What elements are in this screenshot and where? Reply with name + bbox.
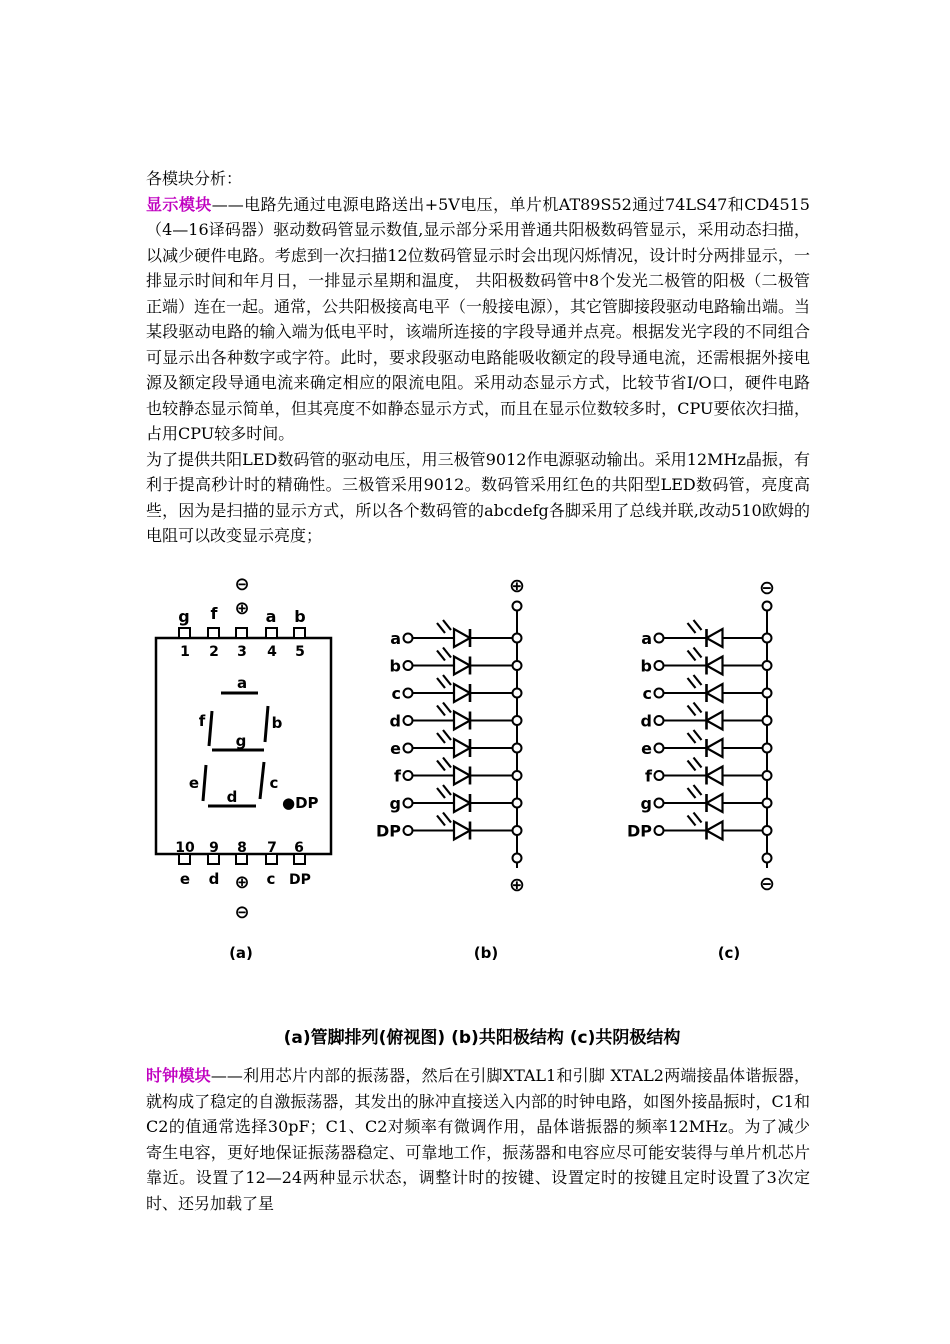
anode-row-g [390, 785, 522, 813]
anode-row-a [390, 620, 521, 648]
cathode-input-terminal [655, 689, 664, 698]
cathode-row-b [641, 648, 772, 676]
anode-row-d [390, 703, 522, 731]
segment-label-g: g [235, 732, 247, 750]
anode-row-label-b: b [389, 656, 401, 676]
anode-bus-node [513, 689, 522, 698]
anode-input-terminal [404, 716, 413, 725]
cathode-led-symbol [707, 767, 723, 785]
cathode-light-rays [688, 813, 702, 826]
cathode-light-rays [688, 648, 702, 661]
led-diagram [146, 566, 810, 1052]
anode-led-symbol [454, 712, 470, 730]
cathode-input-terminal [655, 799, 664, 808]
pin-label-bottom-9: d [208, 870, 220, 888]
anode-plus-top: ⊕ [509, 575, 525, 597]
display-module-title: 显示模块 [146, 194, 212, 214]
cathode-minus-bottom: ⊖ [759, 873, 775, 895]
led-figure [146, 566, 810, 1052]
anode-row-label-a: a [390, 629, 401, 648]
cathode-row-label-DP: DP [626, 821, 652, 841]
cathode-light-rays [688, 730, 702, 743]
pin-num-2: 2 [209, 644, 219, 660]
cathode-row-DP [627, 813, 772, 841]
common-anode-diagram [376, 575, 525, 962]
cathode-led-symbol [707, 657, 723, 675]
anode-row-e [390, 730, 521, 758]
pin-label-bottom-8: ⊕ [234, 872, 250, 893]
pin-label-top-2: f [210, 604, 218, 623]
bottom-minus-symbol: ⊖ [234, 902, 250, 923]
anode-light-rays [437, 703, 451, 716]
cathode-light-rays [688, 703, 702, 716]
anode-row-label-f: f [394, 766, 401, 786]
cathode-bus-node [763, 826, 772, 835]
pin-num-1: 1 [180, 644, 190, 660]
clock-section [146, 1063, 810, 1216]
cathode-bus-end-node [763, 854, 772, 863]
anode-input-terminal [404, 771, 413, 780]
anode-light-rays [437, 620, 451, 633]
anode-input-terminal [404, 799, 413, 808]
cathode-light-rays [688, 675, 702, 688]
cathode-led-symbol [707, 822, 723, 840]
anode-row-b [390, 648, 522, 676]
anode-row-label-c: c [391, 684, 401, 703]
cathode-bus-node [763, 771, 772, 780]
cathode-row-c [643, 675, 772, 703]
pin-label-bottom-7: c [266, 870, 276, 888]
anode-row-label-e: e [390, 739, 401, 758]
cathode-bus-node [763, 661, 772, 670]
anode-light-rays [437, 648, 451, 661]
anode-row-label-DP: DP [375, 821, 401, 841]
pin-label-bottom-6: DP [289, 872, 311, 888]
cathode-row-f [645, 758, 771, 786]
segment-label-a: a [236, 674, 248, 692]
segment-label-e: e [188, 774, 200, 792]
cathode-input-terminal [655, 634, 664, 643]
anode-input-terminal [404, 689, 413, 698]
anode-bus-node [513, 744, 522, 753]
anode-bus-end-node [513, 854, 522, 863]
anode-bus-node [513, 771, 522, 780]
pin-num-9: 9 [209, 840, 219, 856]
anode-led-symbol [454, 684, 470, 702]
cathode-bus-node [763, 744, 772, 753]
cathode-led-symbol [707, 684, 723, 702]
clock-module-dash: —— [210, 1066, 243, 1085]
cathode-input-terminal [655, 716, 664, 725]
cathode-bus-node [763, 634, 772, 643]
seven-seg-package [156, 574, 331, 962]
dp-label: ●DP [282, 794, 319, 812]
anode-light-rays [437, 785, 451, 798]
pin-label-top-4: a [265, 607, 277, 626]
segment-label-b: b [271, 714, 283, 732]
cathode-row-a [641, 620, 771, 648]
anode-row-c [392, 675, 522, 703]
section-heading: 各模块分析： [146, 169, 243, 188]
anode-bus-node [513, 826, 522, 835]
anode-row-f [394, 758, 521, 786]
cathode-led-symbol [707, 712, 723, 730]
anode-led-symbol [454, 767, 470, 785]
anode-bus-top-node [513, 602, 522, 611]
segment-label-c: c [269, 774, 279, 792]
cathode-led-symbol [707, 739, 723, 757]
cathode-minus-top: ⊖ [759, 577, 775, 599]
pin-label-bottom-10: e [179, 870, 191, 888]
anode-light-rays [437, 675, 451, 688]
pin-num-5: 5 [295, 644, 305, 660]
anode-input-terminal [404, 826, 413, 835]
cathode-input-terminal [655, 661, 664, 670]
anode-bus-node [513, 799, 522, 808]
pin-num-4: 4 [267, 644, 277, 660]
segment-label-f: f [198, 712, 206, 730]
cathode-row-label-b: b [640, 656, 652, 676]
pin-label-top-3: ⊕ [234, 598, 250, 619]
anode-plus-bottom: ⊕ [509, 874, 525, 896]
cathode-light-rays [688, 758, 702, 771]
anode-led-symbol [454, 739, 470, 757]
cathode-bus-node [763, 716, 772, 725]
cathode-bus-top-node [763, 602, 772, 611]
display-module-body: 电路先通过电源电路送出+5V电压，单片机AT89S52通过74LS47和CD4515（4—16译码器）驱动数码管显示数值,显示部分采用普通共阳极数码管显示，采用动态扫描，以减少硬件电路。考虑到一次扫描12位数码管显示时会出现闪烁情况，设计时分两排显示，一排显示时间和年月日，一排显示星期和温度， 共阳极数码管中8个发光二极管的阳极（二极管正端）连在一起。通常，公共阳极接高电平（一般接电源），其它管脚接段驱动电路输出端。当某段驱动电路的输入端为低电平时，该端所连接的字段导通并点亮。根据发光字段的不同组合可显示出各种数字或字符。此时，要求段驱动电路能吸收额定的段导通电流，还需根据外接电源及额定段导通电流来确定相应的限流电阻。采用动态显示方式，比较节省I/O口，硬件电路也较静态显示简单，但其亮度不如静态显示方式，而且在显示位数较多时，CPU要依次扫描，占用CPU较多时间。 [146, 194, 811, 443]
anode-bus-node [513, 634, 522, 643]
clock-module-body: 利用芯片内部的振荡器，然后在引脚XTAL1和引脚 XTAL2两端接晶体谐振器，就构成了稳定的自激振荡器，其发出的脉冲直接送入内部的时钟电路，如图外接晶振时，C1和C2的值通常选择30pF；C1、C2对频率有微调作用，晶体谐振器的频率12MHz。为了减少寄生电容，更好地保证振荡器稳定、可靠地工作，振荡器和电容应尽可能安装得与单片机芯片靠近。设置了12—24两种显示状态，调整计时的按键、设置定时的按键且定时设置了3次定时、还另加载了星 [146, 1066, 810, 1213]
clock-module-paragraph [146, 1063, 810, 1216]
cathode-bus-node [763, 799, 772, 808]
pin-num-10: 10 [175, 840, 195, 856]
cathode-row-label-g: g [640, 794, 652, 813]
cathode-input-terminal [655, 771, 664, 780]
pin-num-6: 6 [294, 840, 304, 856]
anode-led-symbol [454, 657, 470, 675]
pin-num-3: 3 [237, 644, 247, 660]
cathode-row-label-c: c [642, 684, 652, 703]
cathode-row-g [641, 785, 772, 813]
anode-light-rays [437, 730, 451, 743]
anode-led-symbol [454, 822, 470, 840]
anode-input-terminal [404, 744, 413, 753]
display-section [146, 166, 810, 549]
anode-bus-node [513, 716, 522, 725]
display-module-paragraph-2: 为了提供共阳LED数码管的驱动电压，用三极管9012作电源驱动输出。采用12MHz晶振，有利于提高秒计时的精确性。三极管采用9012。数码管采用红色的共阳型LED数码管，亮度高些，因为是扫描的显示方式，所以各个数码管的abcdefg各脚采用了总线并联,改动510欧姆的电阻可以改变显示亮度； [146, 449, 810, 545]
clock-module-title: 时钟模块 [146, 1066, 211, 1085]
cathode-led-symbol [707, 794, 723, 812]
cathode-led-symbol [707, 629, 723, 647]
cathode-input-terminal [655, 744, 664, 753]
label-c: (c) [717, 944, 741, 962]
cathode-row-e [641, 730, 771, 758]
display-module-dash: —— [211, 194, 244, 214]
anode-row-label-d: d [389, 711, 401, 731]
cathode-row-d [641, 703, 772, 731]
pin-label-top-5: b [294, 607, 306, 626]
cathode-row-label-a: a [641, 629, 652, 648]
anode-light-rays [437, 813, 451, 826]
top-minus-symbol: ⊖ [234, 574, 250, 595]
pin-num-7: 7 [267, 840, 277, 856]
cathode-bus-node [763, 689, 772, 698]
figure-caption: (a)管脚排列(俯视图) (b)共阳极结构 (c)共阴极结构 [283, 1028, 681, 1048]
cathode-row-label-f: f [645, 766, 652, 786]
cathode-row-label-e: e [641, 739, 652, 758]
pin-num-8: 8 [237, 840, 247, 856]
anode-bus-node [513, 661, 522, 670]
anode-input-terminal [404, 661, 413, 670]
anode-row-label-g: g [389, 794, 401, 813]
cathode-light-rays [688, 785, 702, 798]
label-a: (a) [229, 944, 253, 962]
cathode-light-rays [688, 620, 702, 633]
anode-row-DP [376, 813, 522, 841]
segment-label-d: d [226, 788, 238, 806]
anode-input-terminal [404, 634, 413, 643]
cathode-row-label-d: d [640, 711, 652, 731]
anode-led-symbol [454, 794, 470, 812]
pin-label-top-1: g [178, 607, 190, 626]
anode-led-symbol [454, 629, 470, 647]
anode-light-rays [437, 758, 451, 771]
common-cathode-diagram [627, 577, 775, 962]
display-module-paragraph [146, 192, 810, 447]
cathode-input-terminal [655, 826, 664, 835]
label-b: (b) [473, 944, 499, 962]
